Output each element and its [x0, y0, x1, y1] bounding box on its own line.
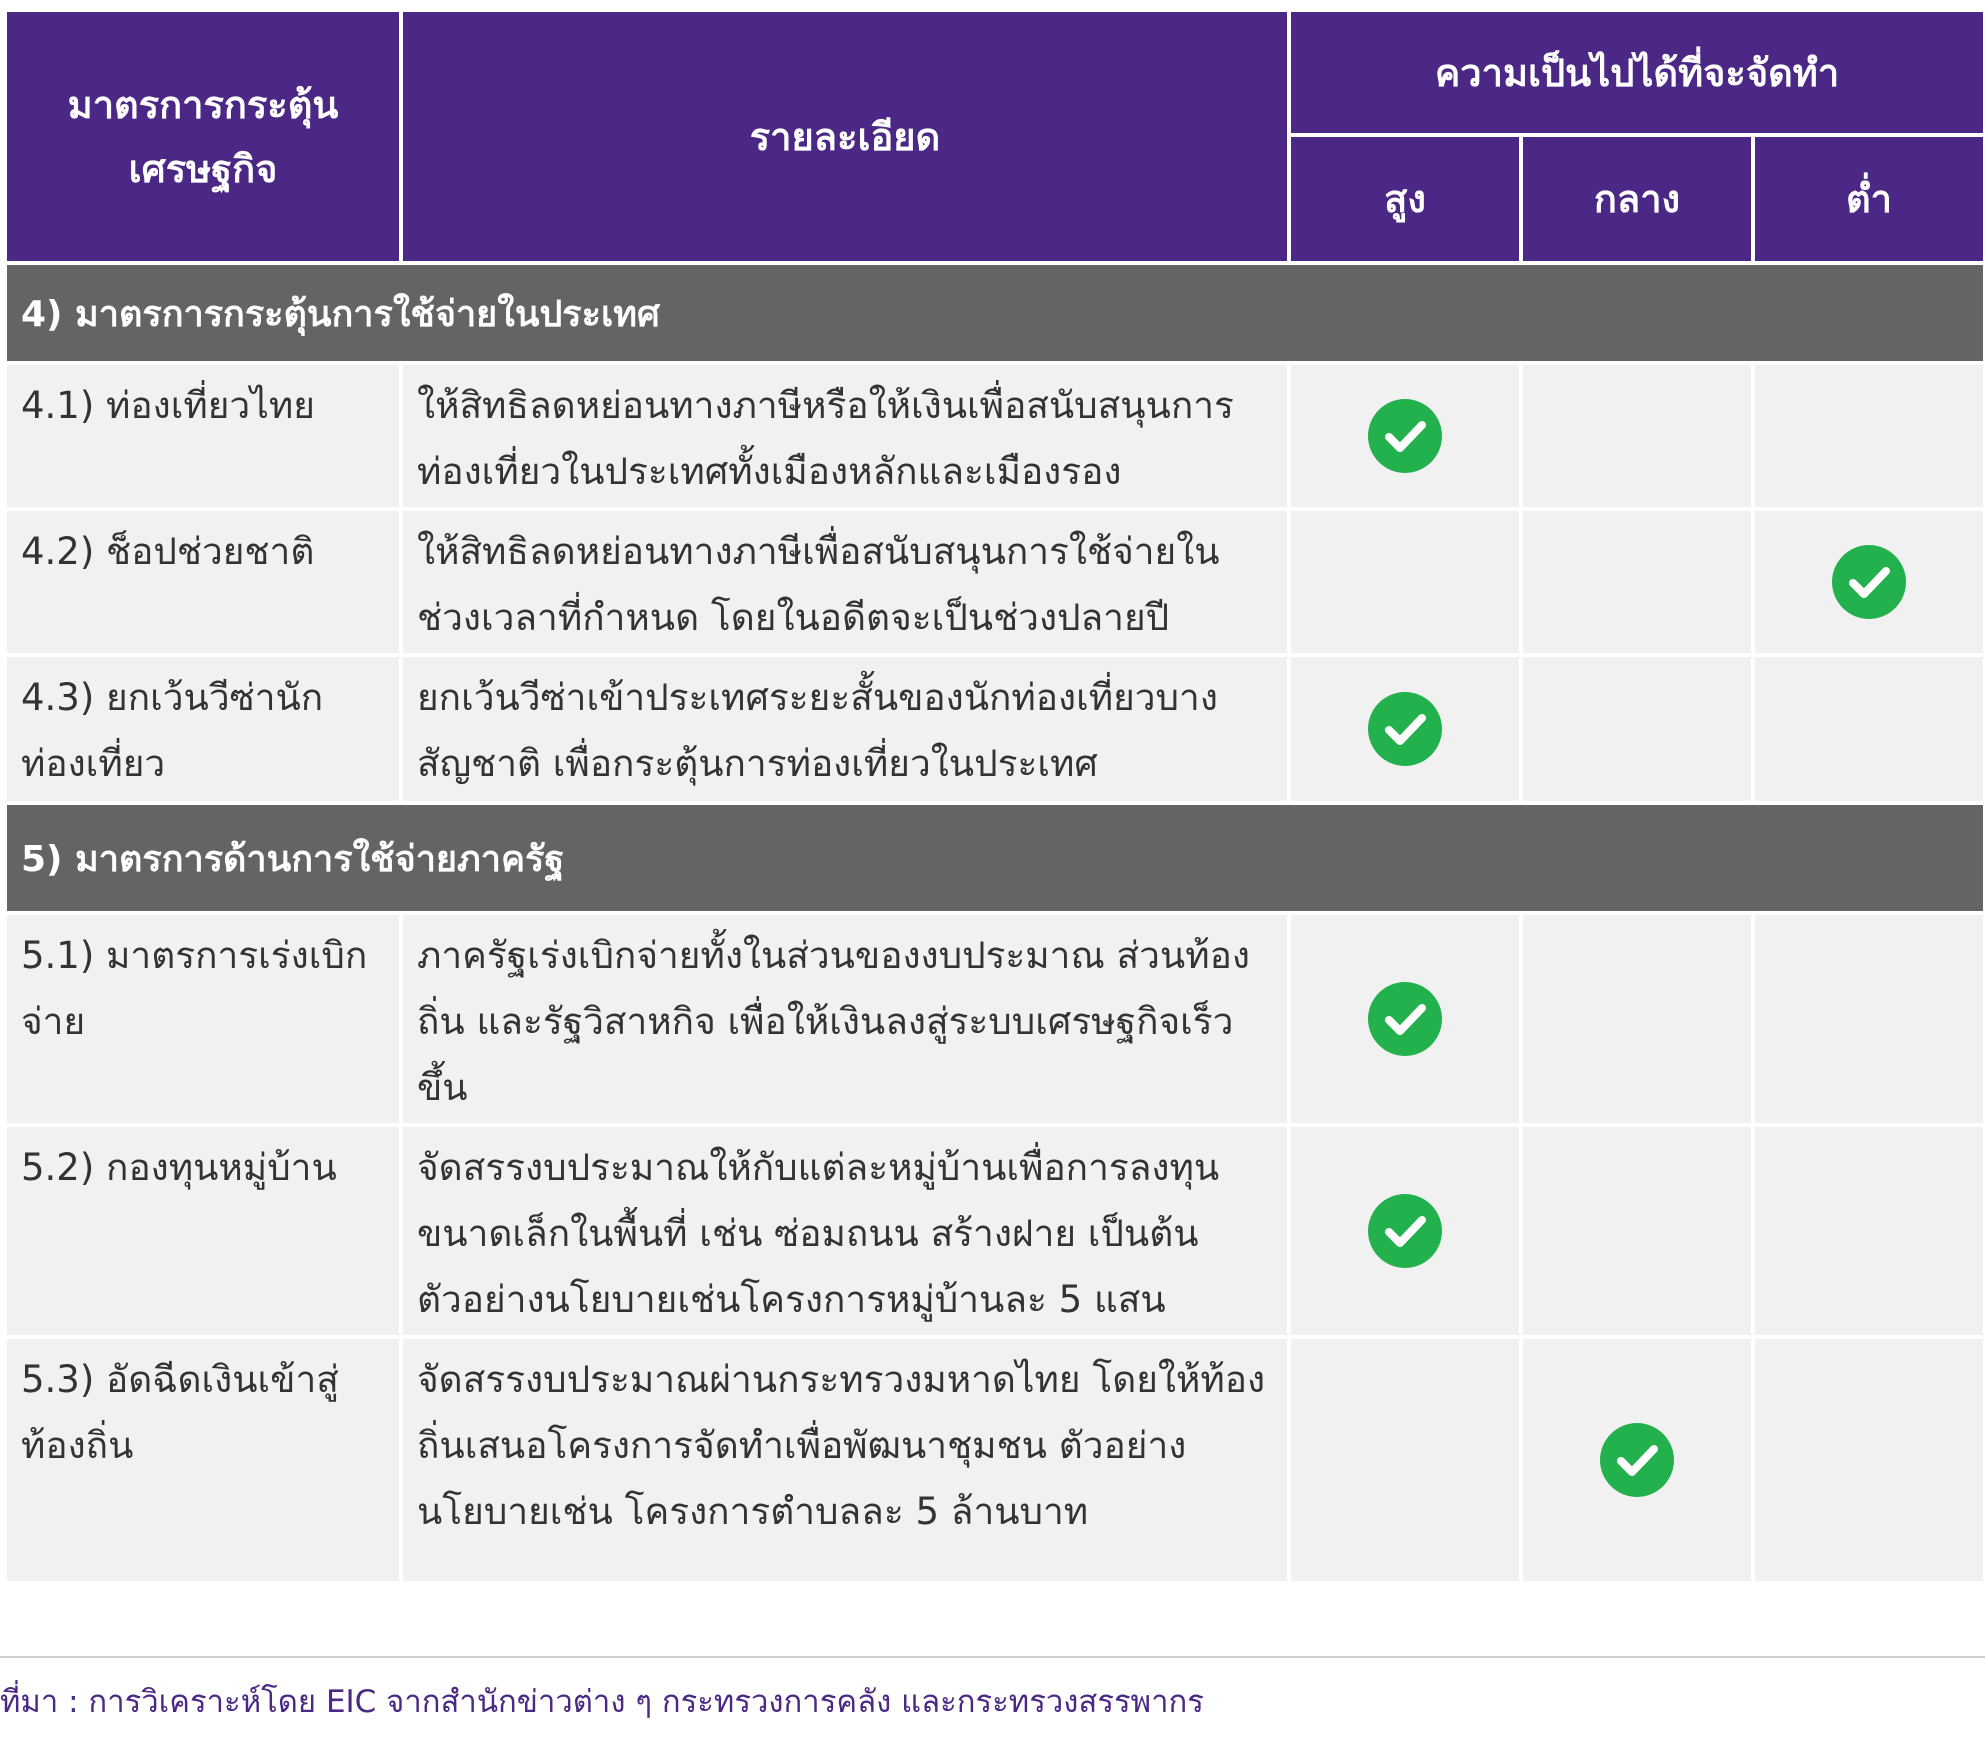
table-row [5, 1337, 1985, 1583]
detail-cell: ยกเว้นวีซ่าเข้าประเทศระยะสั้นของนักท่องเที่ยวบางสัญชาติ เพื่อกระตุ้นการท่องเที่ยวในประเทศ [401, 655, 1289, 803]
feasibility-medium-cell [1521, 1337, 1753, 1583]
feasibility-low-cell [1753, 509, 1985, 655]
feasibility-medium-cell [1521, 1125, 1753, 1337]
feasibility-high-cell [1289, 913, 1521, 1125]
detail-cell: ภาครัฐเร่งเบิกจ่ายทั้งในส่วนของงบประมาณ ส่วนท้องถิ่น และรัฐวิสาหกิจ เพื่อให้เงินลงสู่ระบบเศรษฐกิจเร็วขึ้น [401, 913, 1289, 1125]
measure-cell: 5.3) อัดฉีดเงินเข้าสู่ท้องถิ่น [5, 1337, 401, 1583]
measure-cell: 4.2) ช็อปช่วยชาติ [5, 509, 401, 655]
table-row [5, 509, 1985, 655]
feasibility-low-cell [1753, 1337, 1985, 1583]
header-detail: รายละเอียด [401, 10, 1289, 263]
header-measure: มาตรการกระตุ้นเศรษฐกิจ [5, 10, 401, 263]
header-low: ต่ำ [1753, 135, 1985, 263]
header-feasibility: ความเป็นไปได้ที่จะจัดทำ [1289, 10, 1985, 135]
section-row [5, 263, 1985, 363]
check-icon [1832, 545, 1906, 619]
feasibility-low-cell [1753, 363, 1985, 509]
feasibility-low-cell [1753, 655, 1985, 803]
feasibility-high-cell [1289, 1337, 1521, 1583]
check-icon [1368, 692, 1442, 766]
detail-cell: จัดสรรงบประมาณให้กับแต่ละหมู่บ้านเพื่อการลงทุนขนาดเล็กในพื้นที่ เช่น ซ่อมถนน สร้างฝาย เป็นต้น ตัวอย่างนโยบายเช่นโครงการหมู่บ้านละ 5 แสน [401, 1125, 1289, 1337]
detail-cell: ให้สิทธิลดหย่อนทางภาษีเพื่อสนับสนุนการใช้จ่ายในช่วงเวลาที่กำหนด โดยในอดีตจะเป็นช่วงปลายปี [401, 509, 1289, 655]
feasibility-high-cell [1289, 509, 1521, 655]
measure-cell: 4.3) ยกเว้นวีซ่านักท่องเที่ยว [5, 655, 401, 803]
section-title: 5) มาตรการด้านการใช้จ่ายภาครัฐ [5, 803, 1985, 913]
measure-cell: 5.1) มาตรการเร่งเบิกจ่าย [5, 913, 401, 1125]
measure-cell: 4.1) ท่องเที่ยวไทย [5, 363, 401, 509]
section-row [5, 803, 1985, 913]
measure-cell: 5.2) กองทุนหมู่บ้าน [5, 1125, 401, 1337]
check-icon [1368, 1194, 1442, 1268]
header-medium: กลาง [1521, 135, 1753, 263]
check-icon [1368, 399, 1442, 473]
check-icon [1600, 1423, 1674, 1497]
feasibility-medium-cell [1521, 363, 1753, 509]
section-title: 4) มาตรการกระตุ้นการใช้จ่ายในประเทศ [5, 263, 1985, 363]
table-row [5, 363, 1985, 509]
feasibility-medium-cell [1521, 509, 1753, 655]
table-row [5, 655, 1985, 803]
feasibility-low-cell [1753, 1125, 1985, 1337]
feasibility-high-cell [1289, 1125, 1521, 1337]
footer-divider [0, 1656, 1985, 1658]
source-note: ที่มา : การวิเคราะห์โดย EIC จากสำนักข่าวต่าง ๆ กระทรวงการคลัง และกระทรวงสรรพากร [0, 1684, 1204, 1720]
table-row [5, 913, 1985, 1125]
detail-cell: ให้สิทธิลดหย่อนทางภาษีหรือให้เงินเพื่อสนับสนุนการท่องเที่ยวในประเทศทั้งเมืองหลักและเมืองรอง [401, 363, 1289, 509]
feasibility-high-cell [1289, 363, 1521, 509]
check-icon [1368, 982, 1442, 1056]
table-body [5, 263, 1985, 1583]
feasibility-medium-cell [1521, 655, 1753, 803]
detail-cell: จัดสรรงบประมาณผ่านกระทรวงมหาดไทย โดยให้ท้องถิ่นเสนอโครงการจัดทำเพื่อพัฒนาชุมชน ตัวอย่างนโยบายเช่น โครงการตำบลละ 5 ล้านบาท [401, 1337, 1289, 1583]
feasibility-medium-cell [1521, 913, 1753, 1125]
table-row [5, 1125, 1985, 1337]
feasibility-low-cell [1753, 913, 1985, 1125]
header-high: สูง [1289, 135, 1521, 263]
feasibility-high-cell [1289, 655, 1521, 803]
feasibility-table [3, 8, 1985, 1585]
